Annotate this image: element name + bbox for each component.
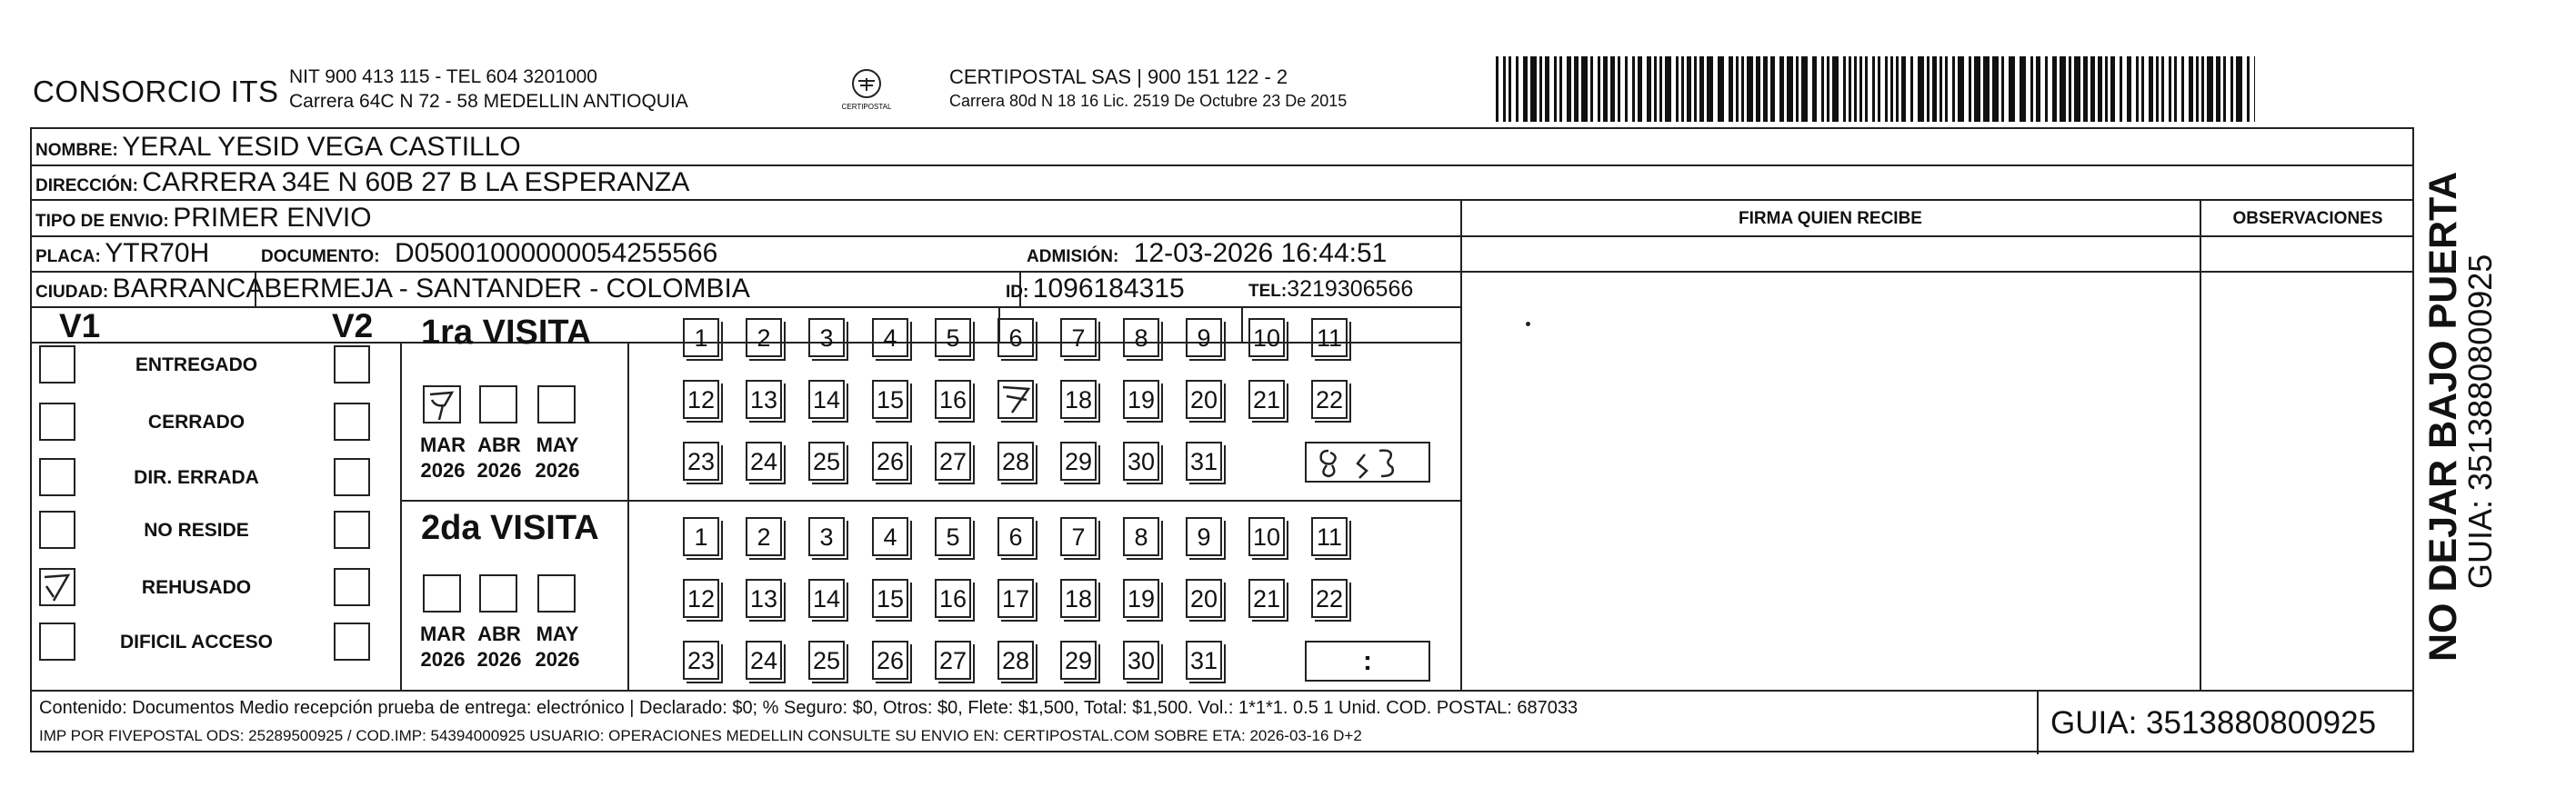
barcode-bar xyxy=(1545,56,1549,122)
barcode-bar xyxy=(2196,56,2199,122)
firma-header: FIRMA QUIEN RECIBE xyxy=(1739,209,1922,228)
direccion-row xyxy=(35,167,689,198)
v1-checkbox[interactable] xyxy=(39,511,75,549)
barcode-bar xyxy=(1574,56,1579,122)
day-box[interactable]: 16 xyxy=(935,579,971,618)
day-box[interactable]: 12 xyxy=(683,380,719,419)
id-cell xyxy=(1006,274,1185,304)
barcode-bar xyxy=(1554,56,1557,122)
day-box[interactable]: 26 xyxy=(872,641,908,680)
barcode-bar xyxy=(2136,56,2139,122)
day-box[interactable]: 31 xyxy=(1186,641,1222,680)
v1-checkbox[interactable] xyxy=(39,623,75,661)
barcode-bar xyxy=(1729,56,1733,122)
nombre-label: NOMBRE: xyxy=(35,141,118,160)
month-checkbox[interactable] xyxy=(479,385,517,423)
barcode-bar xyxy=(2230,56,2233,122)
signature-mark xyxy=(1526,322,1530,326)
day-box[interactable]: 24 xyxy=(746,442,782,481)
day-box[interactable]: 12 xyxy=(683,579,719,618)
day-box[interactable]: 24 xyxy=(746,641,782,680)
barcode-bar xyxy=(2207,56,2213,122)
barcode-bar xyxy=(1610,56,1615,122)
status-label: CERRADO xyxy=(147,412,246,433)
nombre-value: YERAL YESID VEGA CASTILLO xyxy=(122,132,521,162)
day-box[interactable]: 14 xyxy=(808,380,845,419)
tipo-row xyxy=(35,203,372,234)
v2-checkbox[interactable] xyxy=(334,623,370,661)
day-box[interactable]: 8 xyxy=(1123,318,1159,357)
observaciones-header: OBSERVACIONES xyxy=(2232,209,2383,228)
barcode-bar xyxy=(2149,56,2153,122)
day-box[interactable]: 15 xyxy=(872,579,908,618)
barcode-bar xyxy=(1503,56,1506,122)
barcode-bar xyxy=(2156,56,2159,122)
status-label: DIFICIL ACCESO xyxy=(119,632,273,653)
year-label: 2026 xyxy=(535,648,580,671)
year-label: 2026 xyxy=(420,459,466,482)
year-label: 2026 xyxy=(476,459,522,482)
admision-cell xyxy=(1027,238,1387,269)
barcode-bar xyxy=(1647,56,1651,122)
barcode-bar xyxy=(1581,56,1588,122)
barcode-bar xyxy=(1854,56,1857,122)
barcode-bar xyxy=(1718,56,1724,122)
barcode-bar xyxy=(1770,56,1775,122)
barcode-bar xyxy=(1659,56,1662,122)
partner-name: CERTIPOSTAL SAS | 900 151 122 - 2 xyxy=(949,65,1288,88)
day-box[interactable]: 23 xyxy=(683,442,719,481)
day-box[interactable]: 6 xyxy=(997,318,1034,357)
barcode-bar xyxy=(1872,56,1875,122)
second-visit-title: 2da VISITA xyxy=(421,509,599,547)
month-label: ABR xyxy=(477,623,521,645)
time-separator: : xyxy=(1363,646,1372,676)
barcode-bar xyxy=(1509,56,1511,122)
month-checkbox[interactable] xyxy=(423,574,461,613)
barcode-bar xyxy=(2201,56,2204,122)
barcode-bar xyxy=(2141,56,2144,122)
barcode-bar xyxy=(1632,56,1635,122)
barcode-bar xyxy=(2127,56,2131,122)
day-box[interactable]: 15 xyxy=(872,380,908,419)
barcode-bar xyxy=(1516,56,1519,122)
company-name: CONSORCIO ITS xyxy=(33,75,279,108)
day-box[interactable]: 25 xyxy=(808,641,845,680)
day-box[interactable]: 8 xyxy=(1123,517,1159,556)
barcode-bar xyxy=(1901,56,1906,122)
v1-checkbox[interactable] xyxy=(39,458,75,496)
delivery-form xyxy=(30,127,2414,752)
partner-info xyxy=(949,65,1347,114)
barcode-bar xyxy=(1843,56,1846,122)
partner-address: Carrera 80d N 18 16 Lic. 2519 De Octubre 23 De 2015 xyxy=(949,92,1348,110)
day-box[interactable]: 21 xyxy=(1248,380,1285,419)
day-box[interactable]: 3 xyxy=(808,318,845,357)
barcode-bar xyxy=(2045,56,2048,122)
day-box[interactable]: 9 xyxy=(1186,517,1222,556)
barcode-bar xyxy=(2247,56,2250,122)
company-nit: NIT 900 413 115 - TEL 604 3201000 xyxy=(289,66,597,87)
barcode-bar xyxy=(1747,56,1753,122)
day-box[interactable]: 30 xyxy=(1123,641,1159,680)
v1-checkbox[interactable] xyxy=(39,345,75,384)
barcode-bar xyxy=(2052,56,2057,122)
barcode-bar xyxy=(1559,56,1562,122)
v2-checkbox[interactable] xyxy=(334,568,370,606)
day-box[interactable]: 2 xyxy=(746,517,782,556)
day-box[interactable]: 10 xyxy=(1248,517,1285,556)
day-box[interactable]: 26 xyxy=(872,442,908,481)
barcode-bar xyxy=(1694,56,1697,122)
barcode-bar xyxy=(1523,56,1528,122)
day-box[interactable]: 28 xyxy=(997,641,1034,680)
day-box[interactable]: 22 xyxy=(1311,380,1348,419)
status-label: NO RESIDE xyxy=(144,520,249,541)
barcode-bar xyxy=(1958,56,1964,122)
month-year-label xyxy=(416,622,470,672)
barcode-bar xyxy=(2120,56,2122,122)
day-box[interactable]: 11 xyxy=(1311,517,1348,556)
documento-value: D05001000000054255566 xyxy=(395,238,718,268)
status-label: REHUSADO xyxy=(141,577,252,598)
logo-text: CERTIPOSTAL xyxy=(841,103,892,111)
day-box[interactable]: 2 xyxy=(746,318,782,357)
barcode-bar xyxy=(2030,56,2033,122)
day-box[interactable]: 11 xyxy=(1311,318,1348,357)
ciudad-label: CIUDAD: xyxy=(35,283,109,302)
day-box[interactable]: 4 xyxy=(872,517,908,556)
tel-label: TEL: xyxy=(1248,282,1288,301)
barcode-bar xyxy=(2181,56,2184,122)
month-checkbox[interactable] xyxy=(423,385,461,423)
barcode-bar xyxy=(2001,56,2004,122)
barcode-bar xyxy=(1832,56,1839,122)
barcode-bar xyxy=(2098,56,2102,122)
day-box[interactable]: 16 xyxy=(935,380,971,419)
day-box[interactable]: 14 xyxy=(808,579,845,618)
day-box[interactable]: 13 xyxy=(746,380,782,419)
barcode-bar xyxy=(2169,56,2171,122)
documento-cell xyxy=(261,238,717,269)
barcode-bar xyxy=(1654,56,1657,122)
day-box[interactable]: 23 xyxy=(683,641,719,680)
barcode-bar xyxy=(1779,56,1784,122)
company-address: Carrera 64C N 72 - 58 MEDELLIN ANTIOQUIA xyxy=(289,91,688,112)
month-year-label xyxy=(472,433,526,483)
year-label: 2026 xyxy=(535,459,580,482)
day-box[interactable]: 29 xyxy=(1060,442,1097,481)
day-box[interactable]: 21 xyxy=(1248,579,1285,618)
v1-checkbox[interactable] xyxy=(39,403,75,441)
day-box[interactable]: 28 xyxy=(997,442,1034,481)
barcode-bar xyxy=(1530,56,1537,122)
direccion-label: DIRECCIÓN: xyxy=(35,176,138,195)
day-box[interactable]: 25 xyxy=(808,442,845,481)
barcode-bar xyxy=(1910,56,1913,122)
year-label: 2026 xyxy=(420,648,466,671)
barcode-bar xyxy=(1567,56,1571,122)
day-box[interactable]: 6 xyxy=(997,517,1034,556)
barcode-bar xyxy=(1821,56,1824,122)
side-guia: GUIA: 3513880800925 xyxy=(2461,254,2499,589)
day-box[interactable]: 27 xyxy=(935,442,971,481)
barcode-bar xyxy=(1878,56,1880,122)
barcode-bar xyxy=(1707,56,1713,122)
day-box[interactable]: 4 xyxy=(872,318,908,357)
month-checkbox[interactable] xyxy=(537,385,576,423)
barcode-bar xyxy=(2161,56,2164,122)
v1-label: V1 xyxy=(59,307,101,344)
barcode-bar xyxy=(2069,56,2071,122)
barcode-bar xyxy=(1992,56,1999,122)
ciudad-cell xyxy=(35,274,750,304)
tel-value: 3219306566 xyxy=(1287,276,1414,302)
barcode-bar xyxy=(2090,56,2095,122)
barcode-bar xyxy=(1496,56,1498,122)
day-box[interactable] xyxy=(997,380,1034,419)
day-box[interactable]: 27 xyxy=(935,641,971,680)
direccion-value: CARRERA 34E N 60B 27 B LA ESPERANZA xyxy=(142,167,690,197)
placa-label: PLACA: xyxy=(35,247,101,266)
barcode-bar xyxy=(1927,56,1929,122)
status-label: DIR. ERRADA xyxy=(134,467,259,488)
day-box[interactable]: 5 xyxy=(935,318,971,357)
admision-value: 12-03-2026 16:44:51 xyxy=(1133,238,1388,268)
day-box[interactable]: 18 xyxy=(1060,579,1097,618)
day-box[interactable]: 7 xyxy=(1060,318,1097,357)
day-box[interactable]: 3 xyxy=(808,517,845,556)
barcode-bar xyxy=(2060,56,2066,122)
day-box[interactable]: 18 xyxy=(1060,380,1097,419)
barcode-bar xyxy=(1603,56,1608,122)
nombre-row xyxy=(35,132,521,163)
time-box[interactable] xyxy=(1305,442,1430,483)
placa-cell xyxy=(35,238,209,269)
day-box[interactable]: 10 xyxy=(1248,318,1285,357)
month-checkbox[interactable] xyxy=(537,574,576,613)
barcode-bar xyxy=(1890,56,1893,122)
month-label: ABR xyxy=(477,433,521,456)
time-box[interactable] xyxy=(1305,641,1430,682)
id-label: ID: xyxy=(1006,283,1029,302)
id-value: 1096184315 xyxy=(1032,274,1185,304)
barcode-bar xyxy=(1885,56,1888,122)
month-year-label xyxy=(530,622,585,672)
v2-checkbox[interactable] xyxy=(334,403,370,441)
barcode-bar xyxy=(2236,56,2242,122)
barcode-bar xyxy=(1665,56,1671,122)
month-checkbox[interactable] xyxy=(479,574,517,613)
barcode-bar xyxy=(1952,56,1955,122)
barcode-bar xyxy=(1618,56,1620,122)
day-box[interactable]: 19 xyxy=(1123,380,1159,419)
barcode-bar xyxy=(1859,56,1862,122)
day-box[interactable]: 13 xyxy=(746,579,782,618)
barcode-bar xyxy=(1681,56,1684,122)
ciudad-value: BARRANCABERMEJA - SANTANDER - COLOMBIA xyxy=(112,274,750,304)
tipo-label: TIPO DE ENVIO: xyxy=(35,212,169,231)
barcode-bar xyxy=(1974,56,1980,122)
barcode xyxy=(1496,56,2255,122)
v1-checkbox[interactable] xyxy=(39,568,75,606)
barcode-bar xyxy=(1827,56,1829,122)
side-warning: NO DEJAR BAJO PUERTA xyxy=(2421,171,2465,662)
footer-guia: GUIA: 3513880800925 xyxy=(2050,705,2377,741)
barcode-bar xyxy=(1945,56,1948,122)
admision-label: ADMISIÓN: xyxy=(1027,247,1119,266)
barcode-bar xyxy=(1638,56,1642,122)
barcode-bar xyxy=(1539,56,1542,122)
barcode-bar xyxy=(1763,56,1768,122)
day-box[interactable]: 30 xyxy=(1123,442,1159,481)
first-visit-title: 1ra VISITA xyxy=(421,314,592,352)
barcode-bar xyxy=(1625,56,1628,122)
barcode-bar xyxy=(2036,56,2040,122)
barcode-bar xyxy=(2223,56,2226,122)
day-box[interactable]: 1 xyxy=(683,517,719,556)
footer-line1: Contenido: Documentos Medio recepción prueba de entrega: electrónico | Declarado: $0; % Seguro: $0, Otros: $0, Flete: $1,500, Total: $1,500. Vol.: 1*1*1. 0.5 1 Unid. COD. POSTAL: 687033 xyxy=(39,698,1579,718)
placa-value: YTR70H xyxy=(105,238,210,268)
barcode-bar xyxy=(1940,56,1942,122)
day-box[interactable]: 20 xyxy=(1186,579,1222,618)
barcode-bar xyxy=(1687,56,1691,122)
v2-checkbox[interactable] xyxy=(334,511,370,549)
barcode-bar xyxy=(1932,56,1937,122)
day-box[interactable]: 9 xyxy=(1186,318,1222,357)
barcode-bar xyxy=(1590,56,1593,122)
barcode-bar xyxy=(1849,56,1851,122)
company-info xyxy=(289,65,688,114)
barcode-bar xyxy=(2174,56,2177,122)
barcode-bar xyxy=(2254,56,2255,122)
month-label: MAR xyxy=(419,623,466,645)
barcode-bar xyxy=(1969,56,1971,122)
barcode-bar xyxy=(2009,56,2015,122)
day-box[interactable]: 5 xyxy=(935,517,971,556)
month-year-label xyxy=(530,433,585,483)
day-box[interactable]: 17 xyxy=(997,579,1034,618)
barcode-bar xyxy=(2189,56,2193,122)
month-label: MAY xyxy=(536,623,579,645)
barcode-bar xyxy=(1796,56,1799,122)
barcode-bar xyxy=(1918,56,1924,122)
barcode-bar xyxy=(2105,56,2108,122)
barcode-bar xyxy=(1865,56,1868,122)
status-label: ENTREGADO xyxy=(135,354,258,375)
tel-cell xyxy=(1248,276,1413,303)
barcode-bar xyxy=(2074,56,2080,122)
year-label: 2026 xyxy=(476,648,522,671)
day-box[interactable]: 22 xyxy=(1311,579,1348,618)
documento-label: DOCUMENTO: xyxy=(261,247,380,266)
barcode-bar xyxy=(1736,56,1739,122)
v2-checkbox[interactable] xyxy=(334,458,370,496)
barcode-bar xyxy=(1983,56,1990,122)
month-label: MAY xyxy=(536,433,579,456)
v2-label: V2 xyxy=(332,307,374,344)
barcode-bar xyxy=(1812,56,1817,122)
v2-checkbox[interactable] xyxy=(334,345,370,384)
day-box[interactable]: 7 xyxy=(1060,517,1097,556)
barcode-bar xyxy=(2110,56,2115,122)
day-box[interactable]: 29 xyxy=(1060,641,1097,680)
barcode-bar xyxy=(2216,56,2220,122)
day-box[interactable]: 19 xyxy=(1123,579,1159,618)
tipo-value: PRIMER ENVIO xyxy=(173,203,372,233)
barcode-bar xyxy=(1676,56,1679,122)
barcode-bar xyxy=(1699,56,1704,122)
certipostal-logo-icon xyxy=(840,65,893,113)
barcode-bar xyxy=(2083,56,2088,122)
month-label: MAR xyxy=(419,433,466,456)
month-year-label xyxy=(472,622,526,672)
barcode-bar xyxy=(1741,56,1744,122)
month-year-label xyxy=(416,433,470,483)
day-box[interactable]: 31 xyxy=(1186,442,1222,481)
barcode-bar xyxy=(1598,56,1600,122)
footer-line2: IMP POR FIVEPOSTAL ODS: 25289500925 / COD.IMP: 54394000925 USUARIO: OPERACIONES MEDELLIN CONSULTE SU ENVIO EN: CERTIPOSTAL.COM SOBRE ETA: 2026-03-16 D+2 xyxy=(39,727,1362,744)
barcode-bar xyxy=(2020,56,2026,122)
day-box[interactable]: 20 xyxy=(1186,380,1222,419)
barcode-bar xyxy=(1756,56,1760,122)
day-box[interactable]: 1 xyxy=(683,318,719,357)
barcode-bar xyxy=(1896,56,1899,122)
barcode-bar xyxy=(1801,56,1808,122)
barcode-bar xyxy=(1787,56,1793,122)
